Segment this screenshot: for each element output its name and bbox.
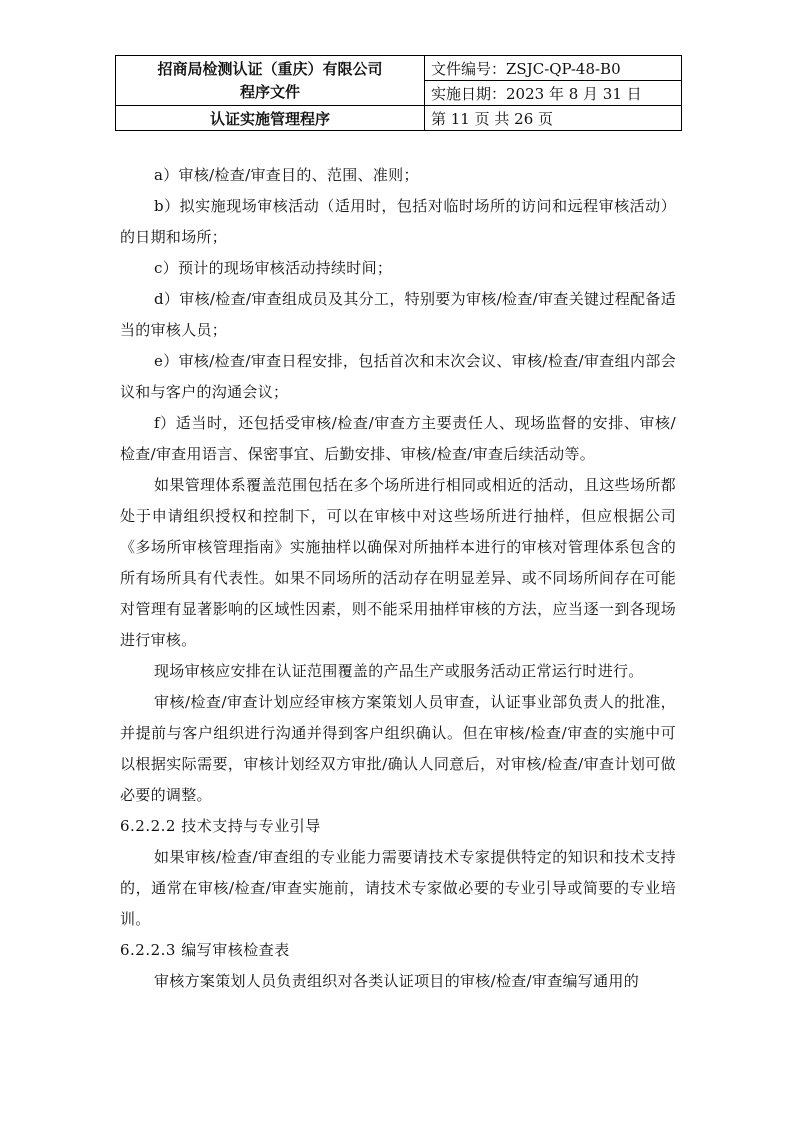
paragraph-b: b）拟实施现场审核活动（适用时，包括对临时场所的访问和远程审核活动）的日期和场所； <box>120 197 676 246</box>
paragraph-multi-site: 如果管理体系覆盖范围包括在多个场所进行相同或相近的活动，且这些场所都处于申请组织授权和控制下，可以在审核中对这些场所进行抽样，但应根据公司《多场所审核管理指南》实施抽样以确保对所抽样本进行的审核对管理体系包含的所有场所具有代表性。如果不同场所的活动存在明显差异、或不同场所间存在可能对管理有显著影响的区域性因素，则不能采用抽样审核的方法，应当逐一到各现场进行审核。 <box>120 476 676 649</box>
paragraph-f: f）适当时，还包括受审核/检查/审查方主要责任人、现场监督的安排、审核/检查/审查用语言、保密事宜、后勤安排、审核/检查/审查后续活动等。 <box>120 414 676 463</box>
section-heading-6-2-2-2: 6.2.2.2 技术支持与专业引导 <box>120 817 321 835</box>
section-heading-6-2-2-3: 6.2.2.3 编写审核检查表 <box>120 941 290 959</box>
paragraph-checklist: 审核方案策划人员负责组织对各类认证项目的审核/检查/审查编写通用的 <box>154 972 640 990</box>
document-type: 程序文件 <box>239 82 300 101</box>
document-number: 文件编号：ZSJC-QP-48-B0 <box>425 56 682 81</box>
company-cell <box>116 56 425 106</box>
document-title: 认证实施管理程序 <box>116 106 425 131</box>
paragraph-onsite-timing: 现场审核应安排在认证范围覆盖的产品生产或服务活动正常运行时进行。 <box>154 662 644 680</box>
document-header <box>115 55 682 131</box>
paragraph-tech-support: 如果审核/检查/审查组的专业能力需要请技术专家提供特定的知识和技术支持的，通常在审核/检查/审查实施前，请技术专家做必要的专业引导或简要的专业培训。 <box>120 848 676 928</box>
paragraph-a: a）审核/检查/审查目的、范围、准则； <box>154 166 419 184</box>
page-number: 第 11 页 共 26 页 <box>425 106 682 131</box>
paragraph-c: c）预计的现场审核活动持续时间； <box>154 259 393 277</box>
paragraph-plan-approval: 审核/检查/审查计划应经审核方案策划人员审查，认证事业部负责人的批准，并提前与客户组织进行沟通并得到客户组织确认。但在审核/检查/审查的实施中可以根据实际需要，审核计划经双方审批/确认人同意后，对审核/检查/审查计划可做必要的调整。 <box>120 693 676 804</box>
document-body <box>120 160 676 997</box>
implementation-date: 实施日期：2023 年 8 月 31 日 <box>425 81 682 106</box>
company-name: 招商局检测认证（重庆）有限公司 <box>157 59 383 78</box>
paragraph-d: d）审核/检查/审查组成员及其分工，特别要为审核/检查/审查关键过程配备适当的审核人员； <box>120 290 676 339</box>
paragraph-e: e）审核/检查/审查日程安排，包括首次和末次会议、审核/检查/审查组内部会议和与客户的沟通会议； <box>120 352 676 401</box>
